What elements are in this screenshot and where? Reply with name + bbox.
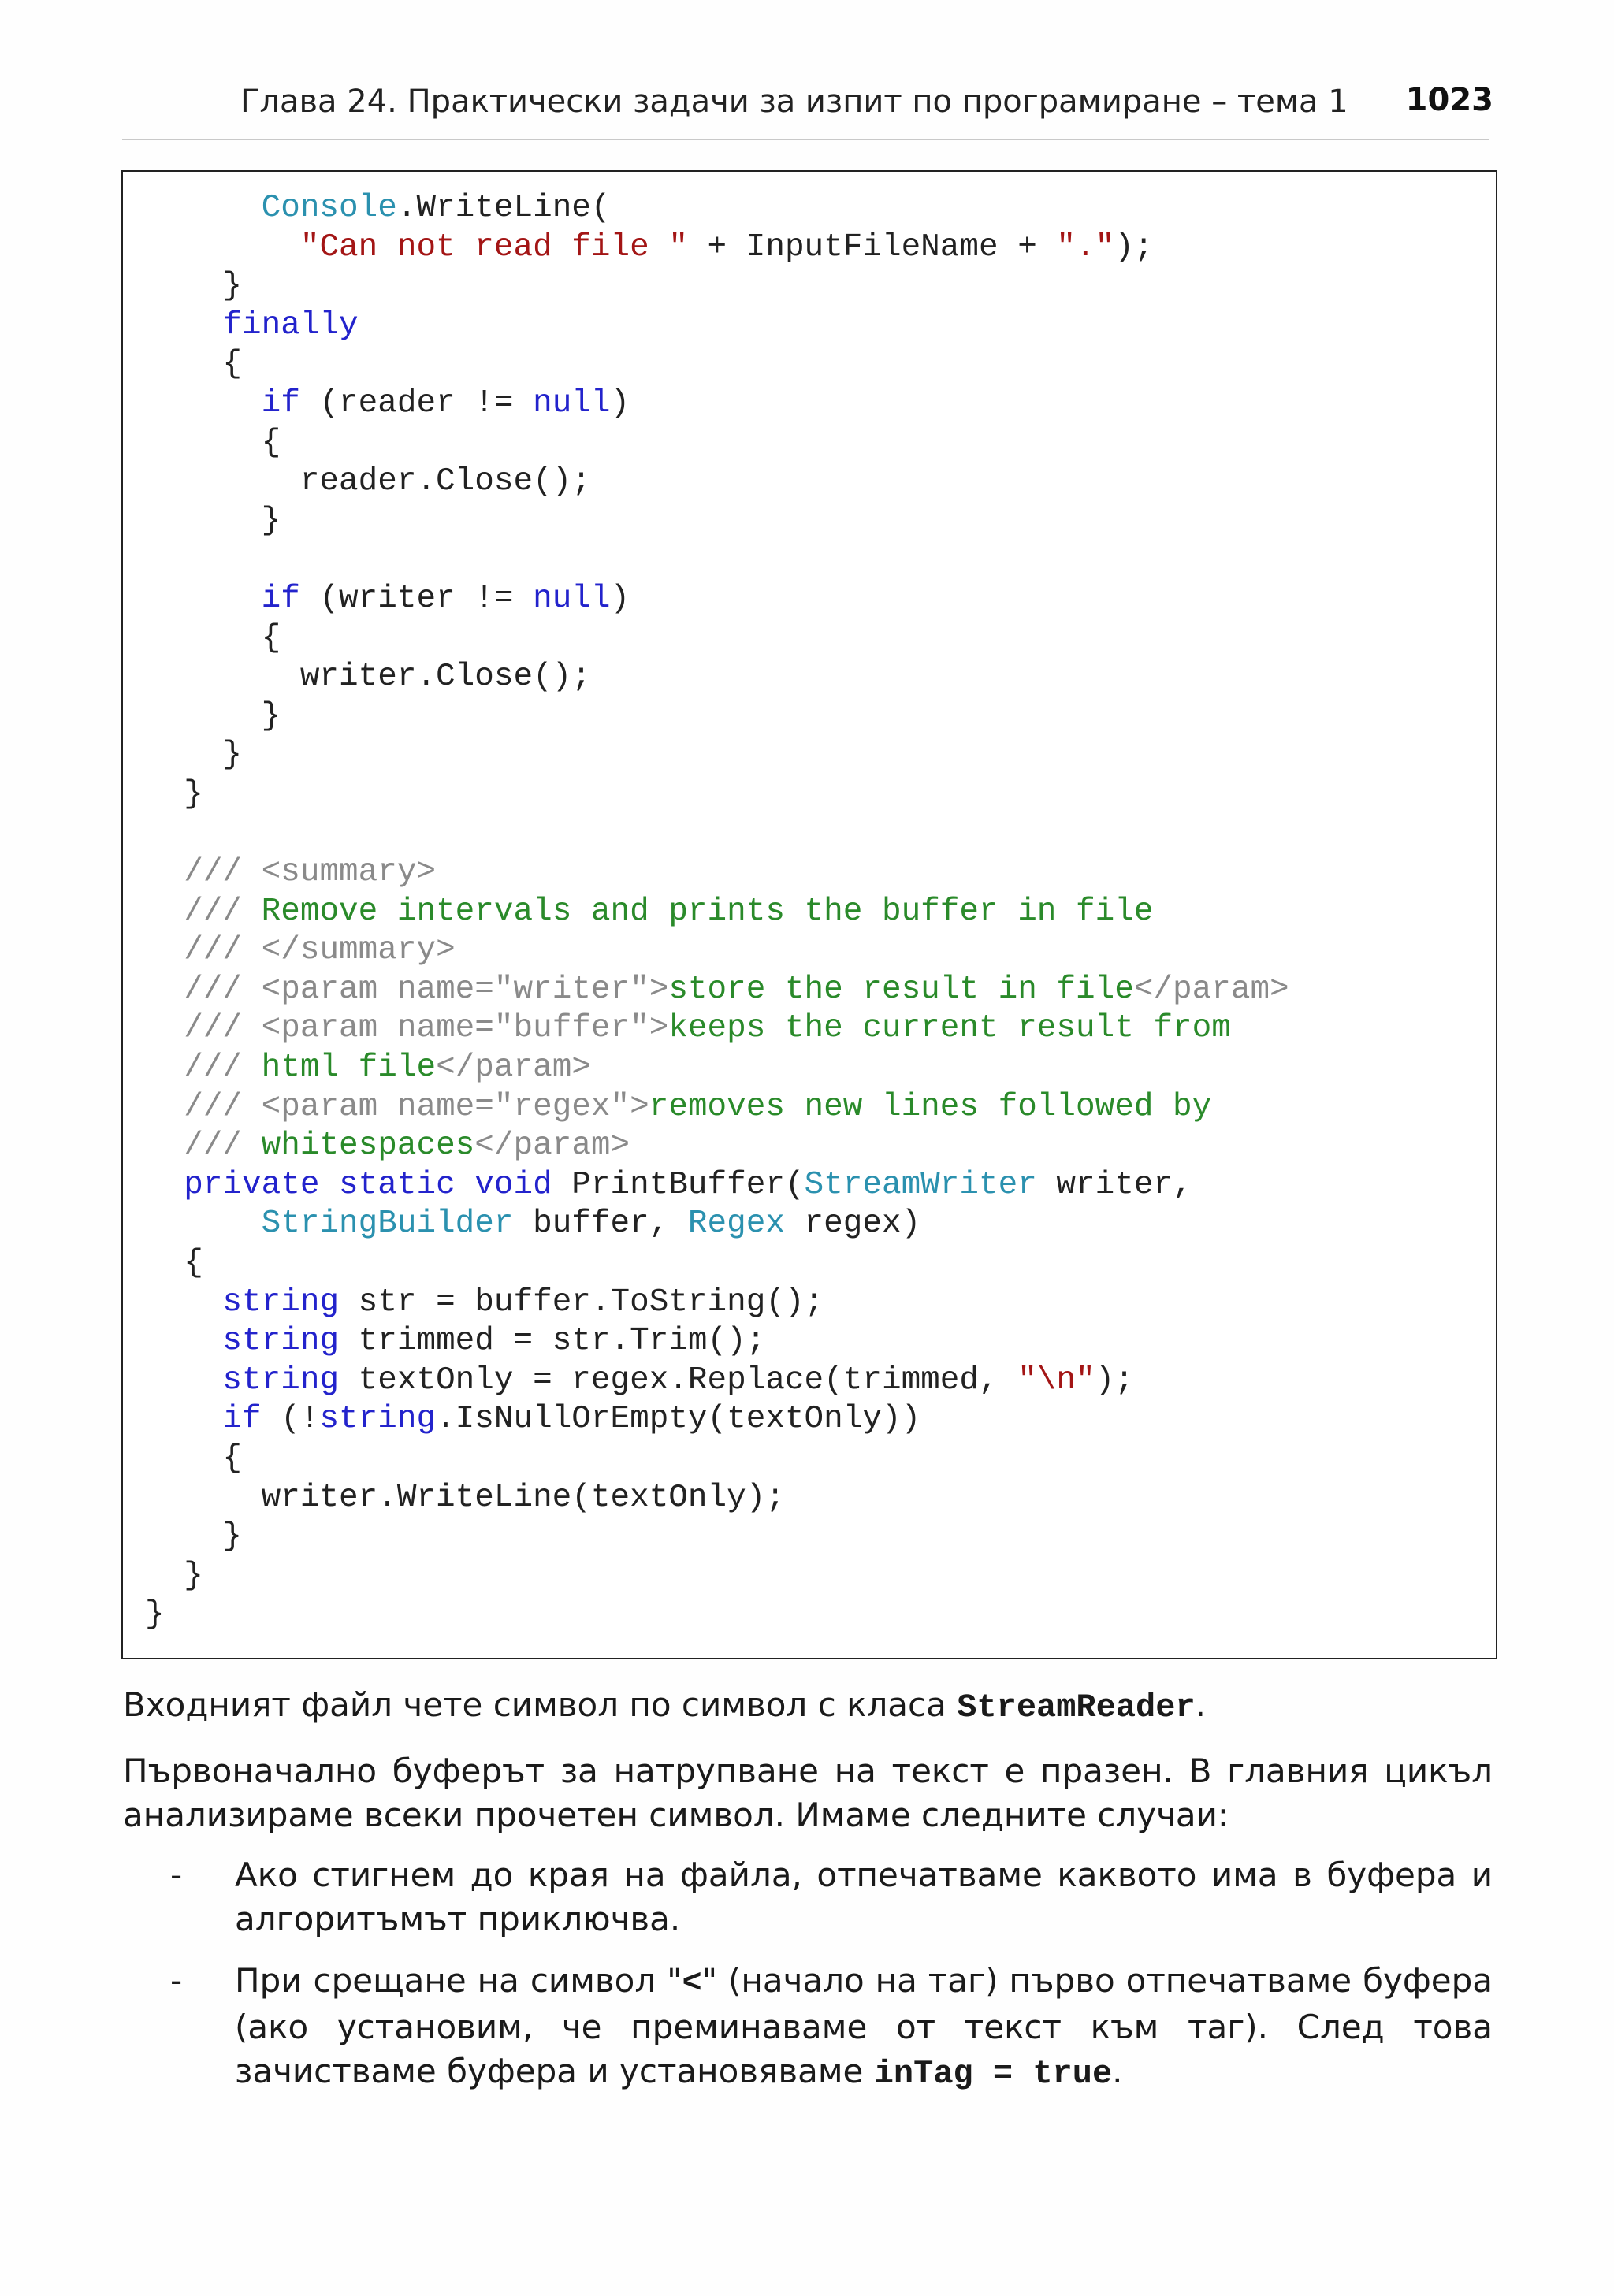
code-token: {	[145, 1245, 203, 1282]
code-token	[145, 972, 184, 1008]
code-line	[145, 463, 1289, 502]
code-token: }	[145, 775, 203, 812]
code-token: if	[222, 1401, 262, 1438]
code-line	[145, 1518, 1289, 1557]
code-block	[145, 189, 1289, 1635]
code-token	[145, 385, 262, 422]
paragraph-buffer-intro: Първоначално буферът за натрупване на текст е празен. В главния цикъл анализираме всеки прочетен символ. Имаме следните случаи:	[123, 1752, 1493, 1834]
code-token: {	[145, 346, 243, 383]
code-token: if	[261, 580, 300, 617]
code-token	[145, 1323, 222, 1359]
list-text-part: " (начало на таг) първо отпечатваме буфера (ако установим, че преминаваме от текст към таг). След това зачистваме буфера и установяваме	[235, 1961, 1493, 2090]
code-token: }	[145, 737, 243, 774]
code-token	[145, 307, 222, 344]
code-line	[145, 228, 1289, 268]
code-token: );	[1114, 228, 1154, 266]
code-token: }	[145, 502, 281, 539]
code-token: ///	[184, 1050, 262, 1087]
list-item-text: Ако стигнем до края на файла, отпечатваме каквото има в буфера и алгоритъмът приключва.	[235, 1856, 1493, 1938]
code-line	[145, 1009, 1289, 1049]
code-line	[145, 307, 1289, 346]
code-line	[145, 580, 1289, 619]
code-token	[145, 1089, 184, 1125]
code-token: (reader !=	[299, 385, 534, 422]
code-line	[145, 658, 1289, 697]
code-token: string	[222, 1323, 340, 1360]
code-token: (!	[261, 1401, 320, 1438]
code-line	[145, 931, 1289, 971]
code-token: writer.Close();	[145, 659, 591, 696]
paragraph-text: Входният файл чете символ по символ с класа	[123, 1685, 958, 1724]
list-dash: -	[170, 1856, 183, 1894]
code-token	[145, 854, 184, 890]
code-token: </param>	[474, 1128, 630, 1165]
code-token: string	[222, 1362, 340, 1399]
code-token: Console	[261, 190, 397, 226]
code-token	[145, 1284, 222, 1321]
code-token: regex)	[784, 1206, 921, 1243]
code-token	[145, 932, 184, 968]
code-token: finally	[222, 307, 359, 344]
code-line	[145, 189, 1289, 228]
paragraph-punct: .	[1195, 1685, 1207, 1724]
code-line	[145, 1127, 1289, 1166]
code-token: </param>	[1133, 971, 1289, 1008]
code-line	[145, 502, 1289, 541]
code-token	[145, 190, 262, 226]
code-token: StreamWriter	[804, 1166, 1037, 1203]
list-dash: -	[170, 1961, 183, 2000]
header-divider	[122, 139, 1489, 140]
code-line	[145, 853, 1289, 893]
code-token: }	[145, 1518, 243, 1555]
code-line	[145, 1479, 1289, 1518]
code-token: )	[610, 385, 630, 422]
code-token: /// <param name="writer">	[184, 971, 669, 1008]
inline-code-streamreader: StreamReader	[957, 1689, 1196, 1726]
code-token: string	[222, 1284, 340, 1321]
code-token	[145, 1010, 184, 1046]
code-token: reader.Close();	[145, 463, 591, 500]
code-token: removes new lines followed by	[649, 1088, 1212, 1125]
code-line	[145, 736, 1289, 775]
code-token	[145, 1206, 262, 1242]
code-token: keeps the current result from	[668, 1010, 1231, 1047]
code-token	[145, 894, 184, 930]
code-token: writer.WriteLine(textOnly);	[145, 1479, 785, 1516]
code-token: str = buffer.ToString();	[339, 1284, 824, 1321]
code-token: whitespaces	[261, 1128, 475, 1165]
code-token: }	[145, 268, 243, 305]
code-token: .WriteLine(	[396, 190, 611, 226]
page-number: 1023	[1405, 82, 1493, 118]
code-token: }	[145, 697, 281, 734]
code-token: /// </summary>	[184, 932, 456, 969]
code-token: trimmed = str.Trim();	[339, 1323, 766, 1360]
code-line	[145, 1362, 1289, 1401]
inline-code-lt: <	[682, 1964, 702, 2002]
page-header	[122, 77, 1493, 128]
code-line	[145, 1049, 1289, 1088]
code-token	[145, 581, 262, 617]
list-text-part: .	[1112, 2052, 1123, 2090]
code-line	[145, 1205, 1289, 1244]
code-line	[145, 893, 1289, 932]
list-item	[123, 1959, 1493, 2091]
code-token: "Can not read file "	[299, 228, 688, 266]
code-token: StringBuilder	[261, 1206, 514, 1243]
code-token: Remove intervals and prints the buffer in file	[261, 893, 1154, 930]
code-token: html file	[261, 1050, 437, 1087]
code-token: store the result in file	[668, 971, 1134, 1008]
code-token: ///	[184, 893, 262, 930]
code-token: {	[145, 619, 281, 656]
code-line	[145, 1244, 1289, 1284]
chapter-title: Глава 24. Практически задачи за изпит по програмиране – тема 1	[240, 84, 1348, 120]
code-token: {	[145, 424, 281, 461]
code-token: if	[261, 385, 300, 422]
code-line	[145, 619, 1289, 659]
code-token: /// <summary>	[184, 854, 437, 891]
code-token: string	[319, 1401, 437, 1438]
code-line	[145, 775, 1289, 815]
code-token: /// <param name="regex">	[184, 1088, 649, 1125]
code-token: private static void	[184, 1166, 552, 1203]
code-line	[145, 424, 1289, 463]
code-token: writer,	[1036, 1166, 1192, 1203]
code-token	[145, 1167, 184, 1203]
code-token: /// <param name="buffer">	[184, 1010, 669, 1047]
code-line	[145, 541, 1289, 580]
inline-code-intag: inTag = true	[873, 2055, 1113, 2093]
code-token: Regex	[687, 1206, 785, 1243]
code-line	[145, 1088, 1289, 1128]
code-line	[145, 1557, 1289, 1596]
code-token: null	[533, 580, 611, 617]
code-token	[145, 229, 300, 266]
code-token: "\n"	[1017, 1362, 1095, 1399]
code-line	[145, 1284, 1289, 1323]
paragraph-stream-reader	[123, 1683, 1493, 1729]
code-line	[145, 1400, 1289, 1440]
code-line	[145, 1166, 1289, 1206]
code-token: null	[533, 385, 611, 422]
code-token: + InputFileName +	[687, 228, 1057, 266]
code-token: .IsNullOrEmpty(textOnly))	[436, 1401, 921, 1438]
code-token: "."	[1056, 228, 1115, 266]
list-item-text	[235, 1959, 1493, 2096]
code-token: PrintBuffer(	[552, 1166, 805, 1203]
code-line	[145, 345, 1289, 385]
code-token	[145, 1050, 184, 1086]
code-token: );	[1095, 1362, 1134, 1399]
code-token: }	[145, 1596, 165, 1633]
code-line	[145, 971, 1289, 1010]
code-line	[145, 1596, 1289, 1635]
code-token: )	[610, 580, 630, 617]
code-token: </param>	[436, 1050, 591, 1087]
code-token: ///	[184, 1128, 262, 1165]
code-line	[145, 267, 1289, 307]
list-item	[123, 1853, 1493, 1941]
code-line	[145, 697, 1289, 737]
list-text-part: При срещане на символ "	[235, 1961, 682, 2000]
code-line	[145, 815, 1289, 854]
code-token: }	[145, 1557, 203, 1594]
code-token	[145, 1128, 184, 1164]
code-token	[145, 1362, 222, 1399]
code-listing	[121, 170, 1497, 1659]
code-token	[145, 1401, 222, 1437]
code-line	[145, 1322, 1289, 1362]
code-line	[145, 1440, 1289, 1479]
code-line	[145, 385, 1289, 424]
code-token: buffer,	[513, 1206, 688, 1243]
code-token: {	[145, 1440, 243, 1477]
code-token: (writer !=	[299, 580, 534, 617]
code-token: textOnly = regex.Replace(trimmed,	[339, 1362, 1018, 1399]
